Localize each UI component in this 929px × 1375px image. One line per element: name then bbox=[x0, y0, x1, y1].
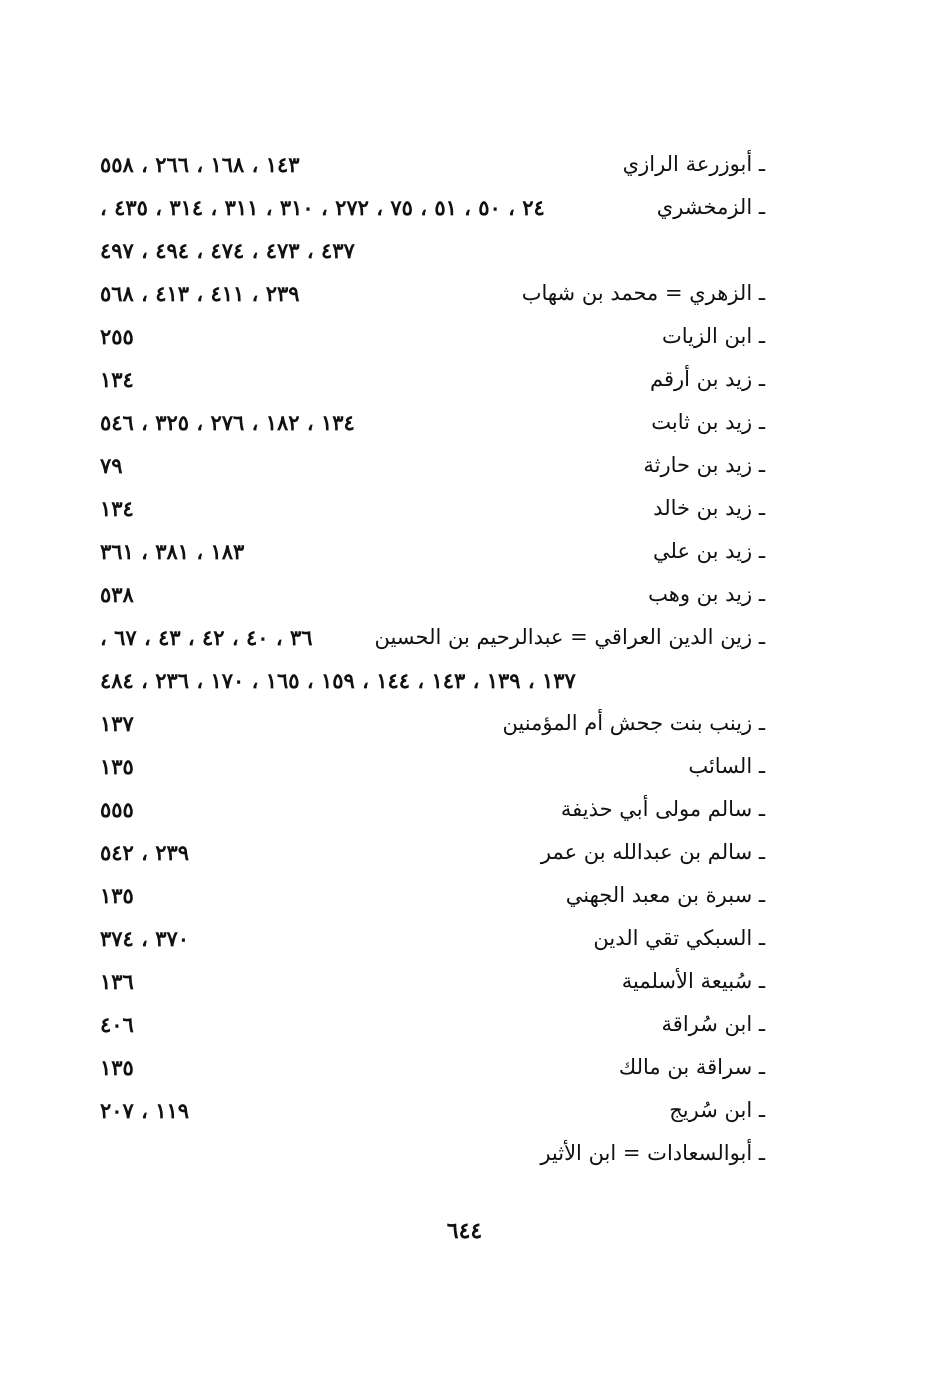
entry-pages: ٥٥٥ bbox=[100, 797, 134, 822]
entry-name: ـ أبوزرعة الرازي bbox=[622, 152, 765, 176]
index-entry bbox=[100, 702, 765, 745]
entry-pages: ١٤٣ ، ١٦٨ ، ٢٦٦ ، ٥٥٨ bbox=[100, 152, 300, 177]
index-entry bbox=[100, 358, 765, 401]
index-entry bbox=[100, 831, 765, 874]
entry-pages: ١٨٣ ، ٣٨١ ، ٣٦١ bbox=[100, 539, 245, 564]
index-entry bbox=[100, 788, 765, 831]
index-entry bbox=[100, 401, 765, 444]
index-entry bbox=[100, 960, 765, 1003]
entry-pages: ١٣٤ bbox=[100, 367, 134, 392]
entry-pages: ١٣٧ bbox=[100, 711, 134, 736]
entry-pages: ١٣٥ bbox=[100, 754, 134, 779]
entry-pages: ٤٠٦ bbox=[100, 1012, 134, 1037]
entry-name: ـ ابن سُراقة bbox=[661, 1012, 765, 1036]
entry-pages: ٢٣٩ ، ٥٤٢ bbox=[100, 840, 190, 865]
entry-pages: ١٣٧ ، ١٣٩ ، ١٤٣ ، ١٤٤ ، ١٥٩ ، ١٦٥ ، ١٧٠ ، ٢٣٦ ، ٤٨٤ bbox=[100, 668, 576, 693]
index-entry bbox=[100, 272, 765, 315]
index-entry bbox=[100, 487, 765, 530]
index-entry bbox=[100, 444, 765, 487]
index-entry bbox=[100, 745, 765, 788]
entry-name: ـ زيد بن وهب bbox=[648, 582, 765, 606]
entry-name: ـ زيد بن خالد bbox=[653, 496, 765, 520]
entry-pages: ١٣٤ ، ١٨٢ ، ٢٧٦ ، ٣٢٥ ، ٥٤٦ bbox=[100, 410, 355, 435]
page-number: ٦٤٤ bbox=[446, 1218, 483, 1244]
entry-pages: ٢٣٩ ، ٤١١ ، ٤١٣ ، ٥٦٨ bbox=[100, 281, 300, 306]
entry-pages: ٢٤ ، ٥٠ ، ٥١ ، ٧٥ ، ٢٧٢ ، ٣١٠ ، ٣١١ ، ٣١٤ ، ٤٣٥ ، bbox=[100, 195, 545, 220]
entry-name: ـ سالم بن عبدالله بن عمر bbox=[540, 840, 765, 864]
index-list bbox=[100, 143, 765, 1175]
index-entry bbox=[100, 186, 765, 229]
entry-pages: ٣٦ ، ٤٠ ، ٤٢ ، ٤٣ ، ٦٧ ، bbox=[100, 625, 313, 650]
index-entry bbox=[100, 573, 765, 616]
index-entry bbox=[100, 1132, 765, 1175]
entry-name: ـ السائب bbox=[688, 754, 765, 778]
entry-name: ـ زين الدين العراقي = عبدالرحيم بن الحسين bbox=[374, 625, 765, 649]
entry-pages: ١١٩ ، ٢٠٧ bbox=[100, 1098, 190, 1123]
entry-name: ـ سُبيعة الأسلمية bbox=[621, 969, 765, 993]
entry-pages: ١٣٦ bbox=[100, 969, 134, 994]
entry-name: ـ زيد بن حارثة bbox=[643, 453, 765, 477]
entry-name: ـ سبرة بن معبد الجهني bbox=[565, 883, 765, 907]
index-entry bbox=[100, 616, 765, 659]
entry-name: ـ السبكي تقي الدين bbox=[593, 926, 765, 950]
entry-name: ـ الزهري = محمد بن شهاب bbox=[521, 281, 765, 305]
index-entry bbox=[100, 917, 765, 960]
entry-pages: ١٣٥ bbox=[100, 1055, 134, 1080]
index-entry bbox=[100, 143, 765, 186]
entry-pages: ٢٥٥ bbox=[100, 324, 134, 349]
entry-name: ـ ابن سُريج bbox=[669, 1098, 765, 1122]
index-entry bbox=[100, 874, 765, 917]
entry-name: ـ سالم مولى أبي حذيفة bbox=[560, 797, 765, 821]
entry-name: ـ ابن الزيات bbox=[661, 324, 765, 348]
entry-pages: ٣٧٠ ، ٣٧٤ bbox=[100, 926, 190, 951]
entry-pages: ٧٩ bbox=[100, 453, 123, 478]
index-entry bbox=[100, 1003, 765, 1046]
entry-name: ـ زيد بن أرقم bbox=[649, 367, 765, 391]
index-entry-continuation bbox=[100, 659, 765, 702]
entry-name: ـ الزمخشري bbox=[656, 195, 765, 219]
entry-pages: ١٣٤ bbox=[100, 496, 134, 521]
entry-name: ـ سراقة بن مالك bbox=[618, 1055, 765, 1079]
entry-name: ـ زيد بن ثابت bbox=[651, 410, 765, 434]
entry-pages: ٤٣٧ ، ٤٧٣ ، ٤٧٤ ، ٤٩٤ ، ٤٩٧ bbox=[100, 238, 355, 263]
entry-name: ـ أبوالسعادات = ابن الأثير bbox=[540, 1141, 765, 1165]
index-entry bbox=[100, 1046, 765, 1089]
index-entry bbox=[100, 530, 765, 573]
entry-name: ـ زينب بنت جحش أم المؤمنين bbox=[502, 711, 765, 735]
entry-name: ـ زيد بن علي bbox=[652, 539, 765, 563]
entry-pages: ٥٣٨ bbox=[100, 582, 134, 607]
index-entry bbox=[100, 1089, 765, 1132]
entry-pages: ١٣٥ bbox=[100, 883, 134, 908]
index-entry-continuation bbox=[100, 229, 765, 272]
index-entry bbox=[100, 315, 765, 358]
